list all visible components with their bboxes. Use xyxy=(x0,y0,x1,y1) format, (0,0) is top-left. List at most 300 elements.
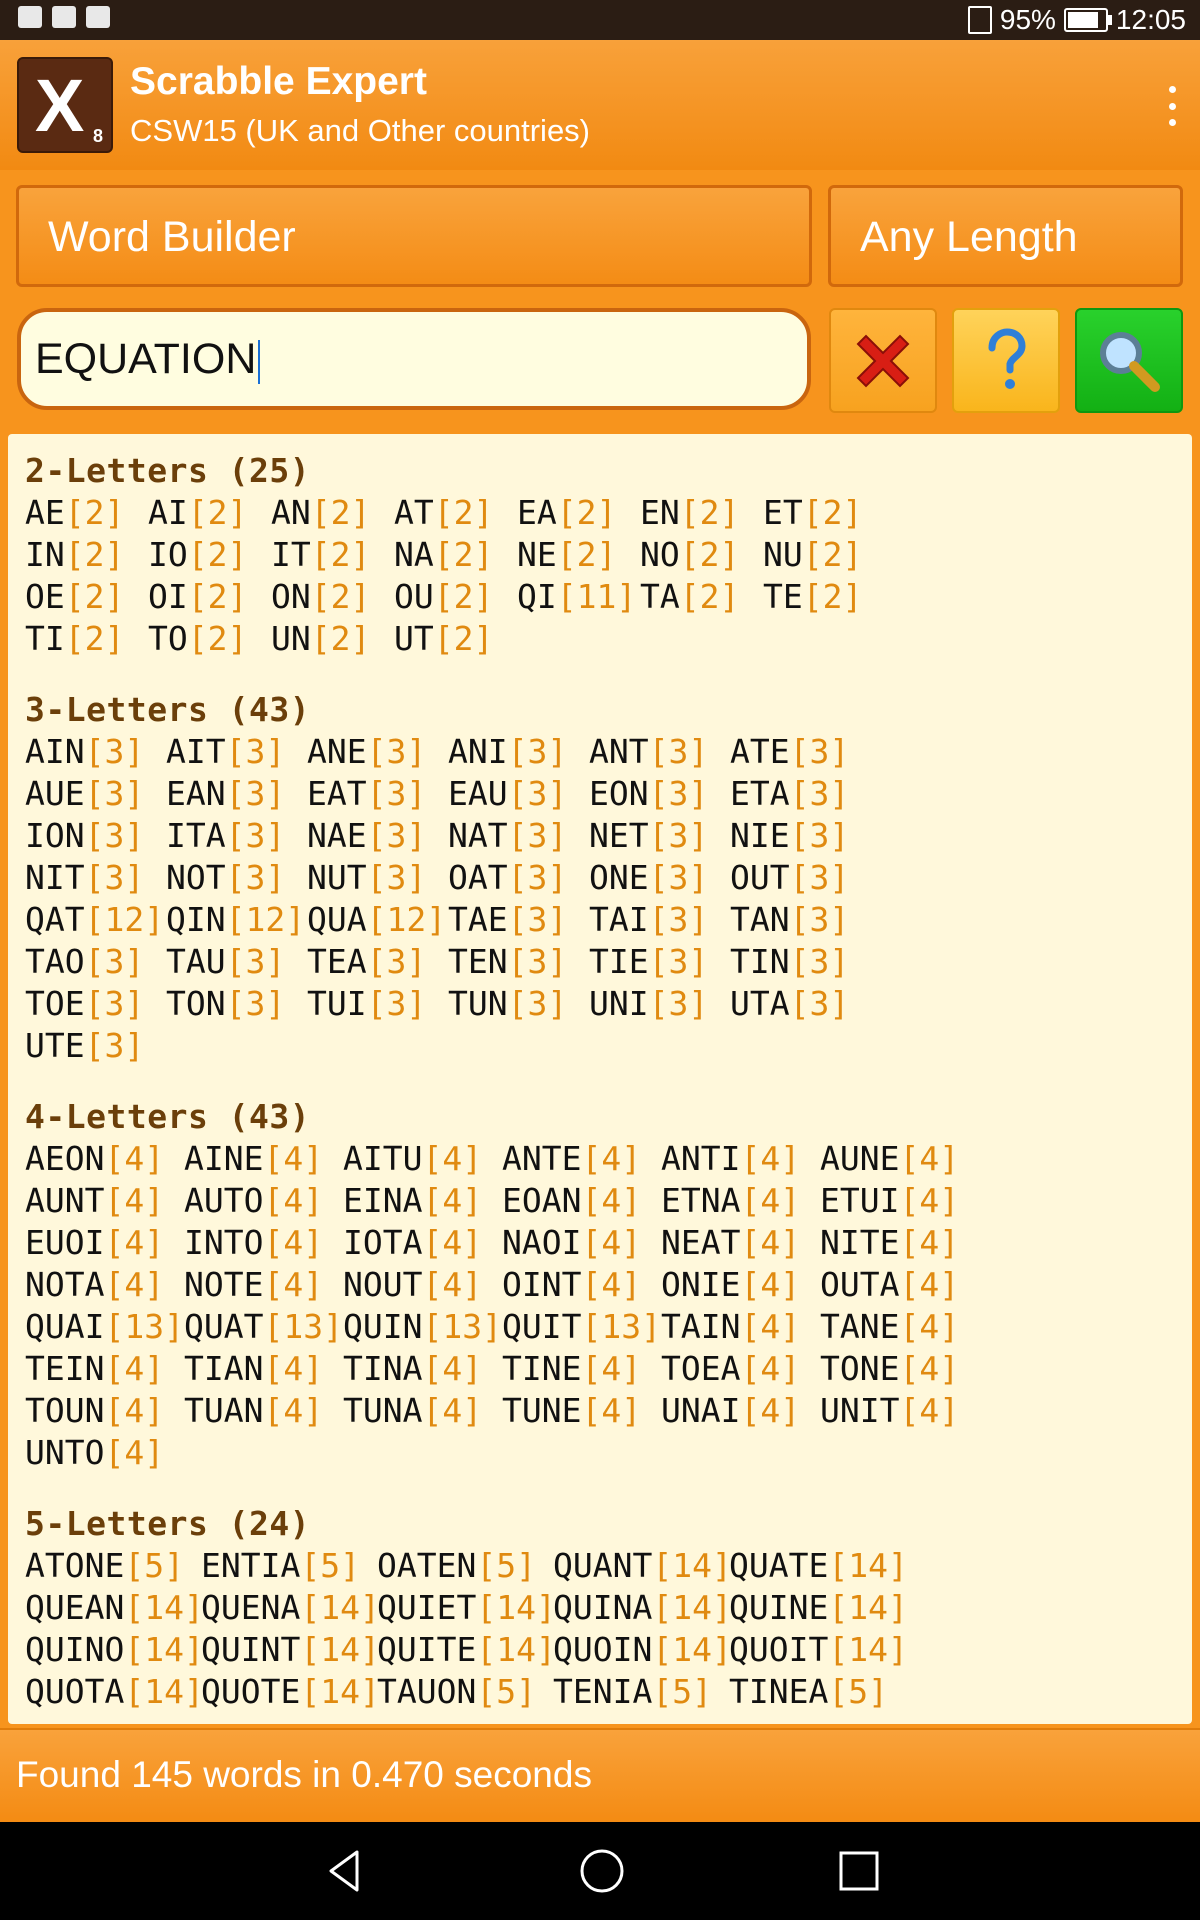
word-entry[interactable]: ITA[3] xyxy=(166,816,286,855)
word-entry[interactable]: TIE[3] xyxy=(589,942,709,981)
word-score: 4 xyxy=(442,1139,463,1178)
word-entry[interactable]: EON[3] xyxy=(589,774,709,813)
word-entry[interactable]: UT[2] xyxy=(394,619,494,658)
word-text: NE xyxy=(517,535,557,574)
word-entry[interactable]: ANTE[4] xyxy=(502,1139,642,1178)
word-text: QIN xyxy=(166,900,226,939)
word-text: ET xyxy=(763,493,803,532)
word-entry[interactable]: UTA[3] xyxy=(730,984,850,1023)
word-entry[interactable]: TAU[3] xyxy=(166,942,286,981)
word-entry[interactable]: QAT[12] xyxy=(25,900,165,939)
word-entry[interactable]: EAT[3] xyxy=(307,774,427,813)
word-text: INTO xyxy=(184,1223,264,1262)
word-row xyxy=(25,1348,979,1390)
word-entry[interactable]: TAUON[5] xyxy=(377,1672,536,1711)
word-entry[interactable]: EN[2] xyxy=(640,493,740,532)
word-entry[interactable]: QIN[12] xyxy=(166,900,306,939)
word-entry[interactable]: QUINA[14] xyxy=(553,1588,732,1627)
word-entry[interactable]: AUNE[4] xyxy=(820,1139,960,1178)
word-score: 3 xyxy=(527,732,548,771)
word-row xyxy=(25,1306,979,1348)
word-text: NOT xyxy=(166,858,226,897)
word-entry[interactable]: ANE[3] xyxy=(307,732,427,771)
word-entry[interactable]: OU[2] xyxy=(394,577,494,616)
word-score: 4 xyxy=(760,1139,781,1178)
word-entry[interactable]: QUITE[14] xyxy=(377,1630,556,1669)
word-text: NUT xyxy=(307,858,367,897)
word-entry[interactable]: NOTA[4] xyxy=(25,1265,165,1304)
word-score: 3 xyxy=(668,900,689,939)
word-score: 2 xyxy=(699,493,720,532)
word-score: 13 xyxy=(442,1307,483,1346)
word-score: 3 xyxy=(668,984,689,1023)
word-text: QUINE xyxy=(729,1588,829,1627)
word-score: 3 xyxy=(809,774,830,813)
word-entry[interactable]: INTO[4] xyxy=(184,1223,324,1262)
word-entry[interactable]: NE[2] xyxy=(517,535,617,574)
word-entry[interactable]: ANI[3] xyxy=(448,732,568,771)
word-entry[interactable]: UNTO[4] xyxy=(25,1433,165,1472)
word-text: TIN xyxy=(730,942,790,981)
word-entry[interactable]: ION[3] xyxy=(25,816,145,855)
word-entry[interactable]: NUT[3] xyxy=(307,858,427,897)
word-text: ION xyxy=(25,816,85,855)
word-score: 4 xyxy=(919,1307,940,1346)
word-score: 3 xyxy=(809,942,830,981)
word-score: 14 xyxy=(848,1546,888,1585)
word-text: TUNE xyxy=(502,1391,582,1430)
word-entry[interactable]: TINEA[5] xyxy=(729,1672,888,1711)
word-score: 14 xyxy=(144,1630,184,1669)
close-icon xyxy=(848,326,918,396)
word-text: ITA xyxy=(166,816,226,855)
word-score: 2 xyxy=(576,493,597,532)
word-score: 2 xyxy=(84,535,105,574)
word-entry[interactable]: AITU[4] xyxy=(343,1139,483,1178)
word-entry[interactable]: TONE[4] xyxy=(820,1349,960,1388)
word-entry[interactable]: TENIA[5] xyxy=(553,1672,712,1711)
word-text: ETUI xyxy=(820,1181,900,1220)
word-entry[interactable]: QUA[12] xyxy=(307,900,447,939)
word-text: QUOTE xyxy=(201,1672,301,1711)
word-score: 4 xyxy=(919,1391,940,1430)
mode-dropdown-label: Word Builder xyxy=(48,213,296,261)
word-entry[interactable]: OI[2] xyxy=(148,577,248,616)
word-text: TAIN xyxy=(661,1307,741,1346)
word-text: TAUON xyxy=(377,1672,477,1711)
word-text: IT xyxy=(271,535,311,574)
results-panel[interactable] xyxy=(8,434,1192,1724)
word-text: TE xyxy=(763,577,803,616)
app-title: Scrabble Expert xyxy=(130,60,427,103)
word-entry[interactable]: NAE[3] xyxy=(307,816,427,855)
word-entry[interactable]: NOT[3] xyxy=(166,858,286,897)
word-row xyxy=(25,815,871,857)
word-entry[interactable]: ANT[3] xyxy=(589,732,709,771)
word-entry[interactable]: TIAN[4] xyxy=(184,1349,324,1388)
word-group-heading: 2-Letters (25) xyxy=(25,451,311,490)
back-icon[interactable] xyxy=(321,1846,371,1896)
word-text: NIE xyxy=(730,816,790,855)
search-controls xyxy=(0,170,1200,432)
word-entry[interactable]: NEAT[4] xyxy=(661,1223,801,1262)
word-entry[interactable]: ONIE[4] xyxy=(661,1265,801,1304)
word-score: 4 xyxy=(919,1139,940,1178)
word-entry[interactable]: ONE[3] xyxy=(589,858,709,897)
word-entry[interactable]: TUAN[4] xyxy=(184,1391,324,1430)
word-score: 4 xyxy=(760,1265,781,1304)
word-entry[interactable]: TAI[3] xyxy=(589,900,709,939)
word-text: TINA xyxy=(343,1349,423,1388)
word-text: QUOIT xyxy=(729,1630,829,1669)
word-entry[interactable]: ENTIA[5] xyxy=(201,1546,360,1585)
word-text: QUAT xyxy=(184,1307,264,1346)
recents-icon[interactable] xyxy=(834,1846,884,1896)
word-entry[interactable]: AE[2] xyxy=(25,493,125,532)
length-dropdown[interactable] xyxy=(828,185,1183,287)
word-score: 2 xyxy=(84,493,105,532)
word-text: EAN xyxy=(166,774,226,813)
word-entry[interactable]: AT[2] xyxy=(394,493,494,532)
word-entry[interactable]: NOUT[4] xyxy=(343,1265,483,1304)
word-score: 3 xyxy=(245,858,266,897)
word-text: TAE xyxy=(448,900,508,939)
clock: 12:05 xyxy=(1115,4,1186,35)
word-row xyxy=(25,983,871,1025)
word-score: 14 xyxy=(320,1630,360,1669)
word-entry[interactable]: ON[2] xyxy=(271,577,371,616)
question-mark-icon xyxy=(976,326,1036,396)
word-score: 14 xyxy=(496,1630,536,1669)
word-entry[interactable]: TUN[3] xyxy=(448,984,568,1023)
word-entry[interactable]: UNI[3] xyxy=(589,984,709,1023)
word-entry[interactable]: IT[2] xyxy=(271,535,371,574)
home-icon[interactable] xyxy=(577,1846,627,1896)
word-text: TUI xyxy=(307,984,367,1023)
word-entry[interactable]: QUAI[13] xyxy=(25,1307,184,1346)
word-entry[interactable]: ETUI[4] xyxy=(820,1181,960,1220)
word-score: 4 xyxy=(442,1181,463,1220)
word-score: 14 xyxy=(320,1672,360,1711)
word-score: 3 xyxy=(245,732,266,771)
word-score: 3 xyxy=(527,900,548,939)
word-score: 14 xyxy=(144,1588,184,1627)
word-score: 14 xyxy=(672,1588,712,1627)
word-text: NITE xyxy=(820,1223,900,1262)
word-entry[interactable]: QUENA[14] xyxy=(201,1588,380,1627)
word-score: 3 xyxy=(104,732,125,771)
letters-input-value: EQUATION xyxy=(35,335,257,383)
word-row xyxy=(25,1222,979,1264)
word-entry[interactable]: QUEAN[14] xyxy=(25,1588,204,1627)
word-score: 3 xyxy=(527,858,548,897)
word-score: 3 xyxy=(245,816,266,855)
word-text: TI xyxy=(25,619,65,658)
word-score: 4 xyxy=(601,1139,622,1178)
word-entry[interactable]: TEIN[4] xyxy=(25,1349,165,1388)
word-entry[interactable]: NIE[3] xyxy=(730,816,850,855)
word-entry[interactable]: UNIT[4] xyxy=(820,1391,960,1430)
word-entry[interactable]: ET[2] xyxy=(763,493,863,532)
word-score: 4 xyxy=(601,1181,622,1220)
word-entry[interactable]: AUTO[4] xyxy=(184,1181,324,1220)
word-text: QUIT xyxy=(502,1307,582,1346)
word-text: AINE xyxy=(184,1139,264,1178)
logo-score: 8 xyxy=(92,126,103,146)
word-entry[interactable]: EUOI[4] xyxy=(25,1223,165,1262)
word-text: AN xyxy=(271,493,311,532)
word-entry[interactable]: QUINE[14] xyxy=(729,1588,908,1627)
word-text: UTA xyxy=(730,984,790,1023)
word-entry[interactable]: TINA[4] xyxy=(343,1349,483,1388)
word-entry[interactable]: TO[2] xyxy=(148,619,248,658)
word-score: 12 xyxy=(386,900,427,939)
word-group xyxy=(25,1096,979,1474)
word-entry[interactable]: QUOIN[14] xyxy=(553,1630,732,1669)
word-entry[interactable]: TINE[4] xyxy=(502,1349,642,1388)
word-entry[interactable]: NIT[3] xyxy=(25,858,145,897)
word-text: ANTE xyxy=(502,1139,582,1178)
word-entry[interactable]: AUNT[4] xyxy=(25,1181,165,1220)
word-entry[interactable]: TI[2] xyxy=(25,619,125,658)
word-text: AIN xyxy=(25,732,85,771)
word-score: 5 xyxy=(848,1672,869,1711)
word-entry[interactable]: TEN[3] xyxy=(448,942,568,981)
word-text: TINE xyxy=(502,1349,582,1388)
word-entry[interactable]: OAT[3] xyxy=(448,858,568,897)
magnifier-icon xyxy=(1091,323,1167,399)
word-text: ON xyxy=(271,577,311,616)
word-entry[interactable]: QUINO[14] xyxy=(25,1630,204,1669)
word-entry[interactable]: EOAN[4] xyxy=(502,1181,642,1220)
word-text: ATONE xyxy=(25,1546,125,1585)
word-row xyxy=(25,1264,979,1306)
word-text: QUIET xyxy=(377,1588,477,1627)
word-entry[interactable]: TE[2] xyxy=(763,577,863,616)
word-text: AI xyxy=(148,493,188,532)
word-entry[interactable]: QUINT[14] xyxy=(201,1630,380,1669)
word-entry[interactable]: NAOI[4] xyxy=(502,1223,642,1262)
word-row xyxy=(25,941,871,983)
logo-letter: X xyxy=(35,64,85,147)
word-entry[interactable]: OUT[3] xyxy=(730,858,850,897)
word-score: 4 xyxy=(283,1223,304,1262)
word-entry[interactable]: TANE[4] xyxy=(820,1307,960,1346)
word-entry[interactable]: ANTI[4] xyxy=(661,1139,801,1178)
word-text: OINT xyxy=(502,1265,582,1304)
word-score: 3 xyxy=(104,984,125,1023)
word-text: NOTE xyxy=(184,1265,264,1304)
word-entry[interactable]: TOE[3] xyxy=(25,984,145,1023)
word-score: 4 xyxy=(124,1349,145,1388)
word-entry[interactable]: QUOIT[14] xyxy=(729,1630,908,1669)
length-dropdown-label: Any Length xyxy=(860,213,1078,261)
word-entry[interactable]: AINE[4] xyxy=(184,1139,324,1178)
word-entry[interactable]: ATONE[5] xyxy=(25,1546,184,1585)
word-entry[interactable]: AUE[3] xyxy=(25,774,145,813)
word-text: QUEAN xyxy=(25,1588,125,1627)
word-text: AUNT xyxy=(25,1181,105,1220)
word-entry[interactable]: QUIT[13] xyxy=(502,1307,661,1346)
word-entry[interactable]: EAN[3] xyxy=(166,774,286,813)
word-entry[interactable]: NOTE[4] xyxy=(184,1265,324,1304)
word-score: 5 xyxy=(320,1546,341,1585)
word-entry[interactable]: NU[2] xyxy=(763,535,863,574)
word-group xyxy=(25,689,871,1067)
word-entry[interactable]: QUOTE[14] xyxy=(201,1672,380,1711)
word-entry[interactable]: OATEN[5] xyxy=(377,1546,536,1585)
word-text: TAU xyxy=(166,942,226,981)
overflow-menu-icon[interactable] xyxy=(1164,86,1180,126)
word-row xyxy=(25,1587,908,1629)
word-entry[interactable]: QI[11] xyxy=(517,577,637,616)
word-entry[interactable]: NO[2] xyxy=(640,535,740,574)
dictionary-subtitle: CSW15 (UK and Other countries) xyxy=(130,113,591,148)
text-cursor xyxy=(258,340,260,384)
word-text: AUNE xyxy=(820,1139,900,1178)
word-entry[interactable]: NITE[4] xyxy=(820,1223,960,1262)
word-score: 4 xyxy=(919,1349,940,1388)
word-score: 3 xyxy=(668,816,689,855)
word-entry[interactable]: TEA[3] xyxy=(307,942,427,981)
battery-percent: 95% xyxy=(999,4,1056,35)
word-entry[interactable]: TA[2] xyxy=(640,577,740,616)
word-score: 2 xyxy=(699,535,720,574)
word-score: 2 xyxy=(822,577,843,616)
word-score: 3 xyxy=(668,858,689,897)
word-text: NEAT xyxy=(661,1223,741,1262)
word-entry[interactable]: QUIET[14] xyxy=(377,1588,556,1627)
word-entry[interactable]: TOEA[4] xyxy=(661,1349,801,1388)
word-entry[interactable]: NA[2] xyxy=(394,535,494,574)
word-entry[interactable]: ATE[3] xyxy=(730,732,850,771)
word-entry[interactable]: TON[3] xyxy=(166,984,286,1023)
word-entry[interactable]: TAE[3] xyxy=(448,900,568,939)
word-text: NAOI xyxy=(502,1223,582,1262)
word-text: OAT xyxy=(448,858,508,897)
word-score: 2 xyxy=(84,619,105,658)
word-score: 14 xyxy=(848,1588,888,1627)
word-entry[interactable]: TUNE[4] xyxy=(502,1391,642,1430)
word-text: EAU xyxy=(448,774,508,813)
word-entry[interactable]: QUANT[14] xyxy=(553,1546,732,1585)
word-entry[interactable]: UTE[3] xyxy=(25,1026,145,1065)
word-text: NU xyxy=(763,535,803,574)
word-entry[interactable]: ETNA[4] xyxy=(661,1181,801,1220)
word-entry[interactable]: TAO[3] xyxy=(25,942,145,981)
word-text: UNIT xyxy=(820,1391,900,1430)
search-button[interactable] xyxy=(1075,308,1183,413)
word-score: 4 xyxy=(124,1181,145,1220)
word-entry[interactable]: TOUN[4] xyxy=(25,1391,165,1430)
word-text: OATEN xyxy=(377,1546,477,1585)
word-entry[interactable]: TAN[3] xyxy=(730,900,850,939)
word-score: 4 xyxy=(442,1391,463,1430)
word-score: 4 xyxy=(283,1349,304,1388)
word-entry[interactable]: OUTA[4] xyxy=(820,1265,960,1304)
word-entry[interactable]: QUOTA[14] xyxy=(25,1672,204,1711)
word-entry[interactable]: NAT[3] xyxy=(448,816,568,855)
word-row xyxy=(25,731,871,773)
word-row xyxy=(25,618,886,660)
word-score: 3 xyxy=(527,984,548,1023)
word-text: QUENA xyxy=(201,1588,301,1627)
word-entry[interactable]: TUI[3] xyxy=(307,984,427,1023)
word-entry[interactable]: TUNA[4] xyxy=(343,1391,483,1430)
word-text: EA xyxy=(517,493,557,532)
word-text: QAT xyxy=(25,900,85,939)
word-text: QI xyxy=(517,577,557,616)
store-notification-icon xyxy=(86,6,110,28)
word-text: TEIN xyxy=(25,1349,105,1388)
word-entry[interactable]: QUIN[13] xyxy=(343,1307,502,1346)
word-score: 3 xyxy=(386,816,407,855)
word-entry[interactable]: TIN[3] xyxy=(730,942,850,981)
letters-input[interactable] xyxy=(17,308,811,410)
word-entry[interactable]: EAU[3] xyxy=(448,774,568,813)
word-score: 2 xyxy=(453,577,474,616)
results-summary: Found 145 words in 0.470 seconds xyxy=(16,1754,592,1795)
word-text: TON xyxy=(166,984,226,1023)
word-entry[interactable]: IN[2] xyxy=(25,535,125,574)
word-score: 3 xyxy=(527,774,548,813)
word-entry[interactable]: QUATE[14] xyxy=(729,1546,908,1585)
mode-dropdown[interactable] xyxy=(16,185,812,287)
word-text: TA xyxy=(640,577,680,616)
word-text: TUNA xyxy=(343,1391,423,1430)
word-text: UTE xyxy=(25,1026,85,1065)
youtube-notification-icon xyxy=(18,6,42,28)
word-entry[interactable]: IOTA[4] xyxy=(343,1223,483,1262)
word-score: 3 xyxy=(386,984,407,1023)
word-score: 3 xyxy=(809,816,830,855)
word-entry[interactable]: ETA[3] xyxy=(730,774,850,813)
word-text: TUAN xyxy=(184,1391,264,1430)
word-entry[interactable]: AIT[3] xyxy=(166,732,286,771)
word-score: 14 xyxy=(320,1588,360,1627)
word-text: QUINO xyxy=(25,1630,125,1669)
word-row xyxy=(25,1671,905,1713)
word-entry[interactable]: AN[2] xyxy=(271,493,371,532)
word-entry[interactable]: AI[2] xyxy=(148,493,248,532)
word-text: EON xyxy=(589,774,649,813)
word-entry[interactable]: EA[2] xyxy=(517,493,617,532)
word-entry[interactable]: AEON[4] xyxy=(25,1139,165,1178)
word-text: TIE xyxy=(589,942,649,981)
word-entry[interactable]: QUAT[13] xyxy=(184,1307,343,1346)
word-score: 2 xyxy=(822,535,843,574)
word-entry[interactable]: UNAI[4] xyxy=(661,1391,801,1430)
clear-button[interactable] xyxy=(829,308,937,413)
word-entry[interactable]: NET[3] xyxy=(589,816,709,855)
word-score: 3 xyxy=(527,816,548,855)
word-score: 4 xyxy=(760,1181,781,1220)
word-score: 3 xyxy=(104,1026,125,1065)
word-entry[interactable]: OINT[4] xyxy=(502,1265,642,1304)
word-score: 14 xyxy=(672,1546,712,1585)
word-score: 4 xyxy=(124,1139,145,1178)
word-entry[interactable]: OE[2] xyxy=(25,577,125,616)
help-button[interactable] xyxy=(952,308,1060,413)
word-score: 3 xyxy=(386,858,407,897)
word-text: EUOI xyxy=(25,1223,105,1262)
word-entry[interactable]: AIN[3] xyxy=(25,732,145,771)
word-entry[interactable]: EINA[4] xyxy=(343,1181,483,1220)
word-score: 3 xyxy=(104,816,125,855)
word-entry[interactable]: TAIN[4] xyxy=(661,1307,801,1346)
word-entry[interactable]: UN[2] xyxy=(271,619,371,658)
word-entry[interactable]: IO[2] xyxy=(148,535,248,574)
